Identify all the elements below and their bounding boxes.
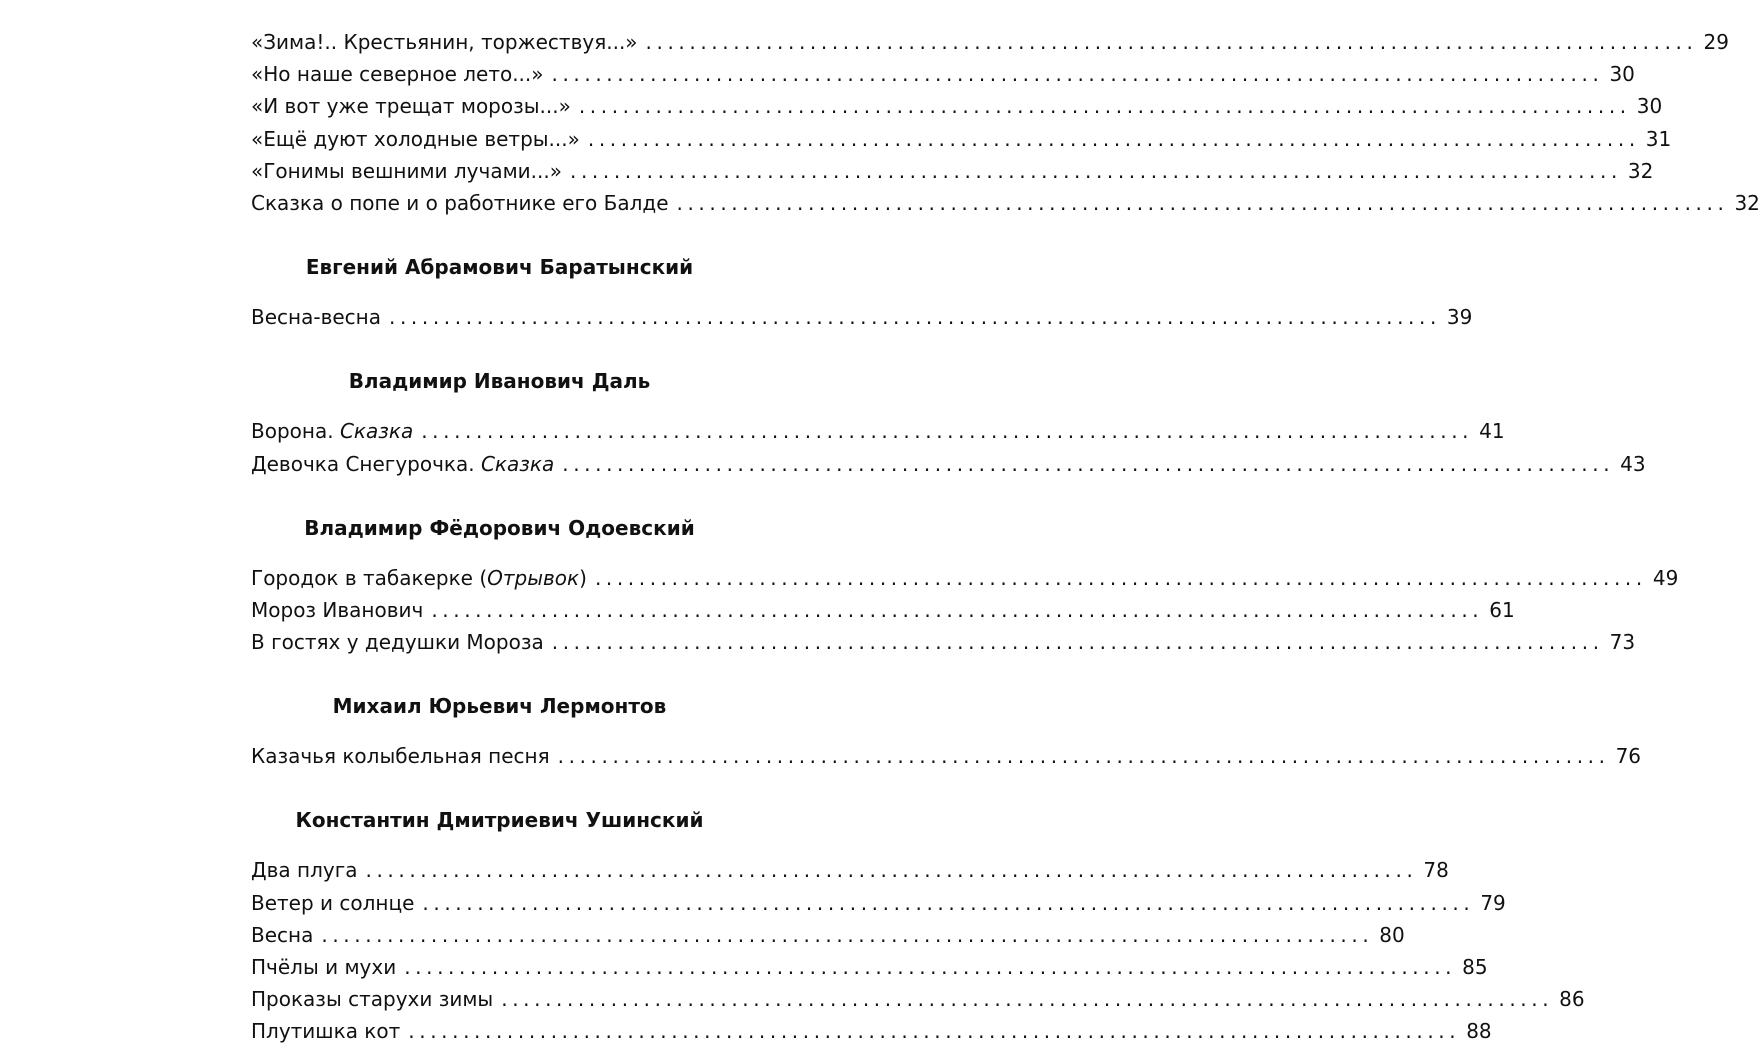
entry-page-number: 30 (1609, 62, 1635, 87)
entry-title (251, 562, 587, 594)
dot-leader: ................................................................................................ (645, 30, 1698, 54)
dot-leader: ................................................................................................ (551, 62, 1604, 87)
toc-entry[interactable] (251, 26, 1729, 58)
dot-leader: ................................................................................................ (408, 1019, 1461, 1044)
entry-title: «Но наше северное лето...» (251, 62, 544, 87)
entry-title-text: Девочка Снегурочка. (251, 451, 481, 476)
entry-page-number: 85 (1462, 955, 1488, 979)
toc-entry[interactable] (251, 740, 1642, 772)
entry-title: Проказы старухи зимы (251, 987, 494, 1012)
spacer (251, 722, 748, 740)
entry-page-number: 61 (1489, 597, 1515, 622)
toc-entry[interactable] (251, 854, 1449, 886)
entry-title: В гостях у дедушки Мороза (251, 630, 544, 655)
author-heading: Евгений Абрамович Баратынский (305, 255, 694, 280)
dot-leader: ................................................................................................ (422, 890, 1475, 915)
entry-title-text: Городок в табакерке ( (251, 565, 488, 590)
entry-title: Ветер и солнце (251, 890, 415, 915)
author-heading: Константин Дмитриевич Ушинский (295, 808, 704, 833)
entry-title: «Зима!.. Крестьянин, торжествуя...» (251, 30, 638, 54)
toc-entry[interactable] (251, 887, 1506, 919)
entry-page-number: 43 (1620, 451, 1646, 476)
entry-title (251, 448, 554, 480)
spacer (251, 283, 748, 301)
entry-title: Весна (251, 922, 314, 947)
toc-entry[interactable] (251, 594, 1515, 626)
dot-leader: ................................................................................................ (365, 858, 1418, 883)
entry-title-end: ) (579, 565, 587, 590)
dot-leader: ................................................................................................ (389, 305, 1441, 330)
entry-page-number: 39 (1446, 305, 1473, 330)
entry-page-number: 32 (1734, 190, 1760, 215)
entry-subtitle: Сказка (480, 451, 555, 476)
entry-page-number: 31 (1645, 126, 1672, 151)
spacer (251, 333, 748, 365)
entry-page-number: 30 (1636, 94, 1663, 119)
entry-title: Пчёлы и мухи (251, 955, 397, 979)
entry-title: Сказка о попе и о работнике его Балде (251, 190, 669, 215)
spacer (251, 544, 748, 562)
entry-page-number: 88 (1466, 1019, 1492, 1044)
toc-entry[interactable] (251, 919, 1405, 951)
toc-entry[interactable] (251, 123, 1672, 155)
entry-title (251, 415, 413, 447)
entry-page-number: 32 (1627, 158, 1654, 183)
toc-entry[interactable] (251, 155, 1654, 187)
toc-section (251, 740, 1642, 772)
toc-entry[interactable] (251, 415, 1505, 447)
dot-leader: ................................................................................................ (557, 744, 1610, 769)
toc-section (251, 415, 1646, 479)
toc-entry[interactable] (251, 301, 1473, 333)
entry-title: Казачья колыбельная песня (251, 744, 550, 769)
entry-page-number: 73 (1609, 630, 1636, 655)
entry-title: Мороз Иванович (251, 597, 424, 622)
toc-entry[interactable] (251, 626, 1636, 658)
spacer (251, 480, 748, 512)
entry-page-number: 41 (1479, 419, 1505, 444)
entry-title-text: Ворона. (251, 419, 340, 444)
entry-page-number: 80 (1379, 922, 1405, 947)
dot-leader: ................................................................................................ (587, 126, 1640, 151)
dot-leader: ................................................................................................ (551, 630, 1604, 655)
toc-section-continued (251, 26, 1760, 219)
entry-title: Весна-весна (251, 305, 381, 330)
spacer (251, 658, 748, 690)
dot-leader: ................................................................................................ (569, 158, 1622, 183)
entry-page-number: 29 (1703, 30, 1729, 54)
toc-entry[interactable] (251, 187, 1760, 219)
entry-subtitle: Отрывок (487, 565, 580, 590)
dot-leader: ................................................................................................ (421, 419, 1474, 444)
toc-entry[interactable] (251, 448, 1646, 480)
toc-entry[interactable] (251, 951, 1488, 983)
spacer (251, 219, 748, 251)
entry-title: «Ещё дуют холодные ветры...» (251, 126, 580, 151)
toc-entry[interactable] (251, 562, 1679, 594)
dot-leader: ................................................................................................ (562, 451, 1615, 476)
dot-leader: ................................................................................................ (676, 190, 1729, 215)
author-heading: Владимир Фёдорович Одоевский (304, 515, 695, 540)
toc-section (251, 562, 1679, 659)
entry-page-number: 78 (1423, 858, 1449, 883)
table-of-contents (251, 26, 1760, 1048)
author-heading: Михаил Юрьевич Лермонтов (332, 694, 667, 719)
entry-page-number: 49 (1652, 565, 1679, 590)
spacer (251, 836, 748, 854)
dot-leader: ................................................................................................ (431, 597, 1484, 622)
entry-title: «Гонимы вешними лучами...» (251, 158, 562, 183)
entry-page-number: 76 (1615, 744, 1642, 769)
spacer (251, 772, 748, 804)
toc-entry[interactable] (251, 90, 1663, 122)
toc-entry[interactable] (251, 58, 1635, 90)
dot-leader: ................................................................................................ (404, 955, 1457, 979)
entry-page-number: 79 (1480, 890, 1506, 915)
entry-title: «И вот уже трещат морозы...» (251, 94, 571, 119)
entry-subtitle: Сказка (339, 419, 414, 444)
toc-entry[interactable] (251, 983, 1585, 1015)
entry-title: Плутишка кот (251, 1019, 401, 1044)
toc-section (251, 854, 1585, 1047)
author-heading: Владимир Иванович Даль (348, 369, 651, 394)
entry-page-number: 86 (1559, 987, 1585, 1012)
toc-entry[interactable] (251, 1015, 1492, 1047)
spacer (251, 397, 748, 415)
dot-leader: ................................................................................................ (321, 922, 1374, 947)
dot-leader: ................................................................................................ (594, 565, 1647, 590)
entry-title: Два плуга (251, 858, 358, 883)
toc-section (251, 301, 1473, 333)
dot-leader: ................................................................................................ (578, 94, 1631, 119)
dot-leader: ................................................................................................ (501, 987, 1554, 1012)
